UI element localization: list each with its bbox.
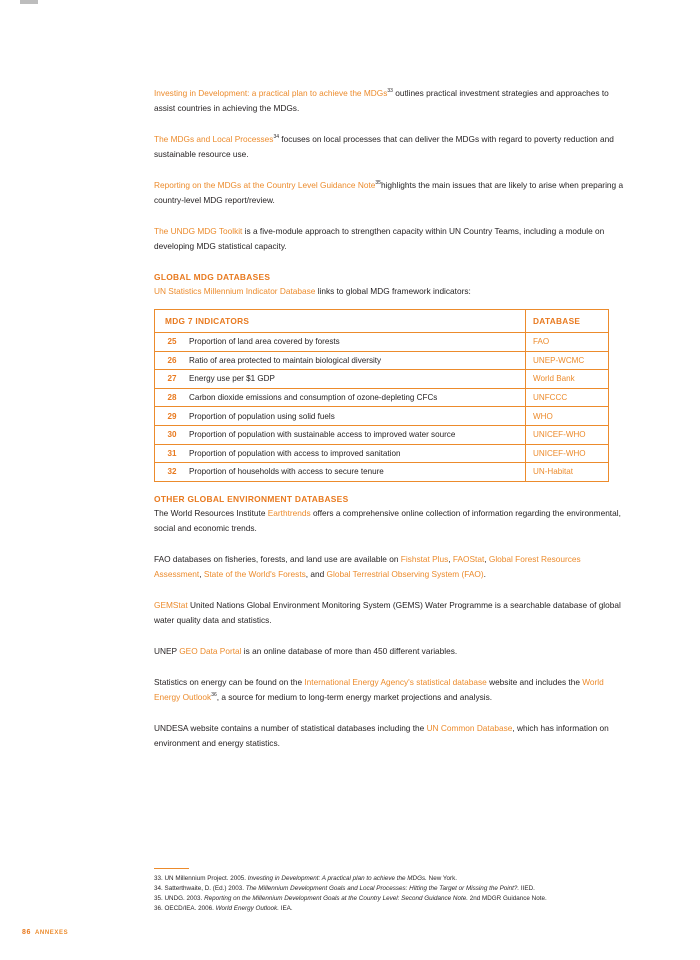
link-world-energy-outlook[interactable]: World Energy Outlook	[154, 676, 604, 702]
link-gtos-fao[interactable]: Global Terrestrial Observing System (FAO)	[326, 568, 484, 579]
footnote-divider	[154, 868, 189, 869]
link-mdgs-local-processes[interactable]: The MDGs and Local Processes	[154, 134, 274, 144]
top-corner-mark	[20, 0, 38, 4]
paragraph-text: FAO databases on fisheries, forests, and land use are available on	[154, 553, 401, 564]
paragraph-undesa	[154, 721, 624, 751]
table-header-row	[155, 310, 609, 333]
paragraph-investing	[154, 86, 624, 116]
paragraph-text: is a five-module approach to strengthen capacity within UN Country Teams, including a module on developing MDG statistical capacity.	[154, 226, 605, 251]
paragraph-gemstat	[154, 598, 624, 628]
paragraph-text: UNDESA website contains a number of statistical databases including the	[154, 722, 427, 733]
indicator-number: 31	[155, 444, 190, 463]
table-row	[155, 388, 609, 407]
indicator-number: 25	[155, 333, 190, 352]
footnote-ref: 33	[387, 88, 393, 95]
separator: ,	[448, 553, 453, 564]
link-undg-mdg-toolkit[interactable]: The UNDG MDG Toolkit	[154, 226, 243, 236]
page-footer	[22, 929, 68, 936]
database-link[interactable]: FAO	[526, 333, 609, 352]
paragraph-local-processes	[154, 132, 624, 162]
link-fishstat-plus[interactable]: Fishstat Plus	[400, 553, 449, 564]
link-global-forest-resources-assessment[interactable]: Global Forest Resources Assessment	[154, 553, 581, 579]
table-row	[155, 407, 609, 426]
footnote-ref: 36	[211, 691, 217, 698]
paragraph-toolkit	[154, 224, 624, 254]
paragraph-earthtrends	[154, 506, 624, 536]
indicator-number: 27	[155, 370, 190, 389]
separator: , and	[305, 568, 327, 579]
paragraph-text: website and includes the	[486, 676, 583, 687]
mdg7-indicators-table	[154, 309, 609, 482]
database-link[interactable]: UNEP-WCMC	[526, 351, 609, 370]
paragraph-geo-data-portal	[154, 644, 624, 659]
indicator-number: 26	[155, 351, 190, 370]
footnote-ref: 34	[273, 134, 279, 141]
separator: ,	[484, 553, 489, 564]
footnote-text: IIED.	[519, 885, 535, 892]
indicator-number: 32	[167, 467, 177, 477]
paragraph-text: UNEP	[154, 645, 180, 656]
footnote-text: 33. UN Millennium Project. 2005.	[154, 875, 248, 882]
link-faostat[interactable]: FAOStat	[452, 553, 485, 564]
footnote-text: IEA.	[278, 905, 293, 912]
paragraph-text: links to global MDG framework indicators:	[315, 286, 471, 296]
column-header-database: DATABASE	[526, 310, 609, 333]
database-link[interactable]: UNICEF-WHO	[526, 444, 609, 463]
column-header-indicators: MDG 7 INDICATORS	[155, 310, 526, 333]
database-link[interactable]: UN-Habitat	[526, 463, 609, 482]
indicator-number: 29	[155, 407, 190, 426]
paragraph-fao-databases	[154, 552, 624, 582]
link-un-common-database[interactable]: UN Common Database	[426, 722, 513, 733]
paragraph-text: , which has information on environment and energy statistics.	[154, 722, 609, 748]
indicator-number: 30	[155, 425, 190, 444]
link-un-statistics-indicator-database[interactable]: UN Statistics Millennium Indicator Database	[154, 286, 316, 296]
footnote-35	[154, 894, 634, 904]
paragraph-text: outlines practical investment strategies and approaches to assist countries in achieving the MDGs.	[154, 88, 609, 113]
link-investing-in-development[interactable]: Investing in Development: a practical plan to achieve the MDGs	[154, 88, 388, 98]
footnote-title: The Millennium Development Goals and Local Processes: Hitting the Target or Missing the Point?.	[245, 885, 520, 892]
footnote-33	[154, 874, 634, 884]
table-row	[155, 425, 609, 444]
table-row	[155, 444, 609, 463]
database-link[interactable]: UNICEF-WHO	[526, 425, 609, 444]
table-row	[155, 351, 609, 370]
indicator-text: Energy use per $1 GDP	[189, 370, 526, 389]
indicator-text: Carbon dioxide emissions and consumption of ozone-depleting CFCs	[189, 388, 526, 407]
footnote-title: World Energy Outlook.	[215, 905, 279, 912]
footnotes	[154, 874, 634, 914]
heading-global-mdg-databases: GLOBAL MDG DATABASES	[154, 272, 271, 282]
paragraph-text: The World Resources Institute	[154, 507, 268, 518]
link-reporting-guidance-note[interactable]: Reporting on the MDGs at the Country Level Guidance Note	[154, 180, 376, 190]
footnote-36	[154, 904, 634, 914]
link-state-of-worlds-forests[interactable]: State of the World's Forests	[203, 568, 306, 579]
section-label: ANNEXES	[35, 930, 69, 936]
link-iea-statistical-database[interactable]: International Energy Agency's statistical database	[304, 676, 487, 687]
link-earthtrends[interactable]: Earthtrends	[267, 507, 311, 518]
main-content	[154, 86, 624, 767]
database-link[interactable]: World Bank	[526, 370, 609, 389]
page-number: 86	[22, 929, 31, 936]
footnote-text: 35. UNDG. 2003.	[154, 895, 205, 902]
indicator-text: Ratio of area protected to maintain biological diversity	[189, 351, 526, 370]
link-gemstat[interactable]: GEMStat	[154, 599, 188, 610]
indicator-text: Proportion of households with access to secure tenure	[189, 467, 384, 477]
database-link[interactable]: UNFCCC	[526, 388, 609, 407]
indicator-text: Proportion of land area covered by forests	[189, 333, 526, 352]
table-row	[155, 370, 609, 389]
paragraph-text: United Nations Global Environment Monitoring System (GEMS) Water Programme is a searchable database of global water quality data and statistics.	[154, 599, 621, 625]
paragraph-text: Statistics on energy can be found on the	[154, 676, 305, 687]
indicator-number: 28	[155, 388, 190, 407]
indicator-text: Proportion of population with sustainable access to improved water source	[189, 425, 526, 444]
paragraph-text: .	[483, 568, 486, 579]
heading-other-global-environment-databases: OTHER GLOBAL ENVIRONMENT DATABASES	[154, 493, 349, 504]
paragraph-text: focuses on local processes that can deliver the MDGs with regard to poverty reduction and sustainable resource use.	[154, 134, 614, 159]
link-geo-data-portal[interactable]: GEO Data Portal	[179, 645, 242, 656]
table-row	[155, 333, 609, 352]
paragraph-energy-statistics	[154, 675, 624, 705]
footnote-34	[154, 884, 634, 894]
footnote-title: Reporting on the Millennium Development Goals at the Country Level: Second Guidance Note.	[204, 895, 468, 902]
indicator-text: Proportion of population using solid fuels	[189, 407, 526, 426]
footnote-text: 2nd MDGR Guidance Note.	[467, 895, 547, 902]
paragraph-reporting	[154, 178, 624, 208]
paragraph-text: highlights the main issues that are likely to arise when preparing a country-level MDG report/review.	[154, 180, 624, 205]
footnote-ref: 35	[375, 180, 381, 187]
paragraph-text: is an online database of more than 450 different variables.	[241, 645, 458, 656]
paragraph-text: , a source for medium to long-term energy market projections and analysis.	[216, 691, 493, 702]
footnote-text: New York.	[426, 875, 457, 882]
footnote-title: Investing in Development: A practical plan to achieve the MDGs.	[247, 875, 427, 882]
footnote-text: 34. Satterthwaite, D. (Ed.) 2003.	[154, 885, 246, 892]
paragraph-text: offers a comprehensive online collection of information regarding the environmental, social and economic trends.	[154, 507, 621, 533]
footnote-text: 36. OECD/IEA. 2006.	[154, 905, 216, 912]
indicator-text: Proportion of population with access to improved sanitation	[189, 444, 526, 463]
table-row	[155, 463, 609, 482]
database-link[interactable]: WHO	[526, 407, 609, 426]
separator: ,	[199, 568, 204, 579]
paragraph-global-db-intro	[154, 284, 624, 299]
